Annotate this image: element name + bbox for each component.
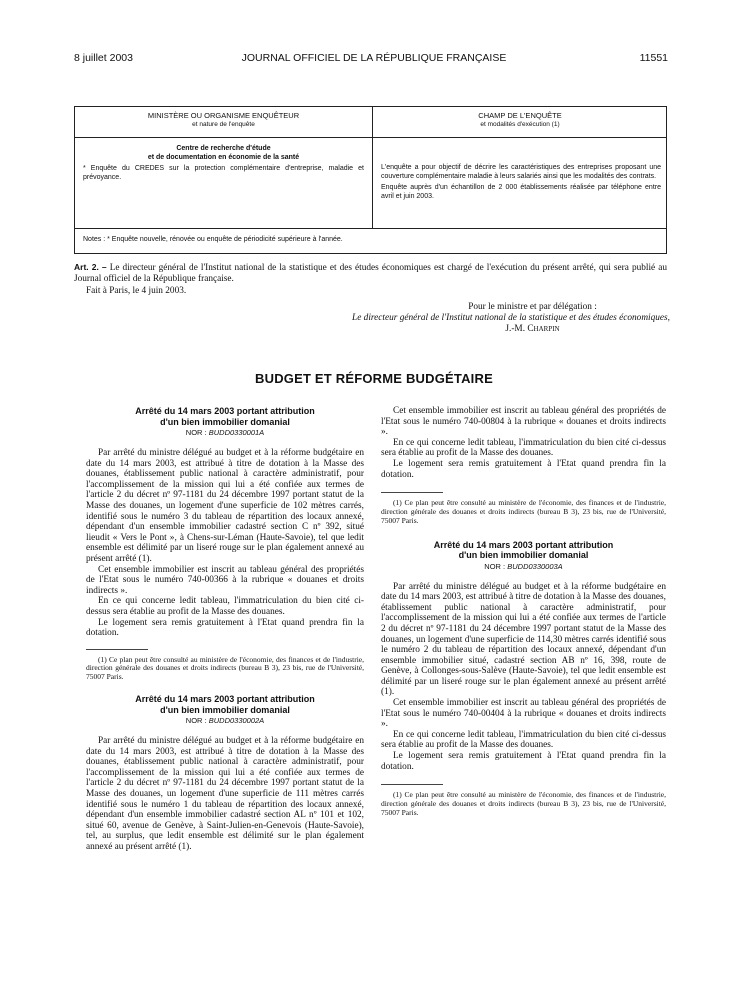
arrete-2-footnote: (1) Ce plan peut être consulté au ministère de l'économie, des finances et de l'industrie, direction générale des douanes et droits indirects (bureau B 3), 23 bis, rue de l'Université, 75007 Paris. — [381, 498, 666, 525]
signature: J.-M. Charpin — [505, 324, 560, 334]
section-title: BUDGET ET RÉFORME BUDGÉTAIRE — [255, 371, 493, 386]
directeur-title: Le directeur général de l'Institut national de la statistique et des études économiques, — [352, 313, 670, 323]
table-header-col1: MINISTÈRE OU ORGANISME ENQUÊTEUR et nature de l'enquête — [147, 111, 300, 128]
table-notes-divider — [75, 228, 666, 229]
arrete-2-nor: NOR : BUDD0330002A — [185, 716, 265, 726]
pour-le-ministre: Pour le ministre et par délégation : — [468, 302, 597, 312]
header-date: 8 juillet 2003 — [74, 52, 133, 64]
arrete-2-paragraph-2: Cet ensemble immobilier est inscrit au tableau général des propriétés de l'Etat sous le numéro 740-00804 à la rubrique « douanes et droits indirects ». — [381, 406, 666, 438]
arrete-1-nor: NOR : BUDD0330001A — [185, 428, 265, 437]
arrete-3-footnote: (1) Ce plan peut être consulté au ministère de l'économie, des finances et de l'industrie, direction générale des douanes et droits indirects (bureau B 3), 23 bis, rue de l'Université, 75007 Paris. — [381, 790, 666, 817]
table-header-divider — [75, 137, 666, 138]
article-2-label: Art. 2. – — [74, 262, 107, 272]
left-column — [86, 406, 364, 853]
fait-a-paris: Fait à Paris, le 4 juin 2003. — [86, 286, 187, 296]
table-cell-scope — [381, 163, 661, 201]
table-cell-organism — [83, 145, 364, 183]
scope-sample: Enquête auprès d'un échantillon de 2 000 établissements réalisée par téléphone entre avril et juin 2003. — [381, 183, 661, 200]
table-notes: Notes : * Enquête nouvelle, rénovée ou enquête de périodicité supérieure à l'année. — [83, 236, 343, 243]
arrete-1-title-line2: d'un bien immobilier domanial — [160, 416, 290, 427]
right-column — [381, 406, 666, 818]
arrete-3-paragraph-2: Cet ensemble immobilier est inscrit au tableau général des propriétés de l'Etat sous le numéro 740-00404 à la rubrique « douanes et droits indirects ». — [381, 698, 666, 730]
arrete-3-nor: NOR : BUDD0330003A — [484, 561, 563, 571]
organism-name-line1: Centre de recherche d'étude — [176, 145, 271, 152]
arrete-2-paragraph-1: Par arrêté du ministre délégué au budget et à la réforme budgétaire en date du 14 mars 2003, est attribué à titre de dotation à la Masse des douanes, établissement public national à caractère administratif, pour l'accomplissement de la mission qui lui a été confiée aux termes de l'article 2 du décret nº 97-1181 du 24 décembre 1997 portant statut de la Masse des douanes, un logement d'une superficie de 111 mètres carrés identifié sous le numéro 1 du tableau de répartition des locaux annexé, dépendant d'un ensemble immobilier cadastré section AL nº 101 et 102, situé 60, avenue de Genève, à Saint-Julien-en-Genevois (Haute-Savoie), tel, au surplus, que ledit ensemble est délimité sur le plan également annexé au présent arrêté (1). — [86, 736, 364, 853]
arrete-1-paragraph-1: Par arrêté du ministre délégué au budget et à la réforme budgétaire en date du 14 mars 2003, est attribué à titre de dotation à la Masse des douanes, établissement public national à caractère administratif, pour l'accomplissement de la mission qui lui a été confiée aux termes de l'article 2 du décret nº 97-1181 du 24 décembre 1997 portant statut de la Masse des douanes, un logement d'une superficie de 102 mètres carrés, identifié sous le numéro 3 du tableau de répartition des locaux annexé, dépendant d'un ensemble immobilier cadastré section C nº 392, situé lieudit « Vers le Pont », à Chens-sur-Léman (Haute-Savoie), tel que ledit ensemble est délimité par un liseré rouge sur le plan également annexé au présent arrêté (1). — [86, 448, 364, 564]
arrete-3-paragraph-3: En ce qui concerne ledit tableau, l'immatriculation du bien cité ci-dessus sera établie au profit de la Masse des douanes. — [381, 729, 666, 751]
arrete-2-paragraph-3: En ce qui concerne ledit tableau, l'immatriculation du bien cité ci-dessus sera établie au profit de la Masse des douanes. — [381, 437, 666, 459]
arrete-3-paragraph-4: Le logement sera remis gratuitement à l'Etat quand prendra fin la dotation. — [381, 751, 666, 772]
arrete-2-title-line1: Arrêté du 14 mars 2003 portant attribution — [135, 694, 315, 705]
header-page-number: 11551 — [639, 52, 668, 64]
arrete-1-paragraph-4: Le logement sera remis gratuitement à l'Etat quand prendra fin la dotation. — [86, 617, 364, 639]
article-2-text: Le directeur général de l'Institut national de la statistique et des études économiques est chargé de l'exécution du présent arrêté, qui sera publié au Journal officiel de la République française. — [74, 263, 668, 284]
arrete-1-title-line1: Arrêté du 14 mars 2003 portant attribution — [135, 406, 315, 416]
header-journal-title: JOURNAL OFFICIEL DE LA RÉPUBLIQUE FRANÇAISE — [241, 52, 507, 64]
organism-name-line2: et de documentation en économie de la santé — [147, 153, 300, 161]
arrete-1-footnote: (1) Ce plan peut être consulté au ministère de l'économie, des finances et de l'industrie, direction générale des douanes et droits indirects (bureau B 3), 23 bis, rue de l'Université, 75007 Paris. — [86, 654, 364, 682]
survey-table — [74, 106, 667, 254]
arrete-2-paragraph-4: Le logement sera remis gratuitement à l'Etat quand prendra fin la dotation. — [381, 458, 666, 480]
article-2 — [74, 262, 667, 284]
arrete-1-paragraph-3: En ce qui concerne ledit tableau, l'immatriculation du bien cité ci-dessus sera établie au profit de la Masse des douanes. — [86, 596, 364, 617]
scope-objective: L'enquête a pour objectif de décrire les caractéristiques des entreprises proposant une couverture complémentaire maladie à leurs salariés ainsi que les modalités des contrats. — [381, 164, 661, 181]
table-header-col2: CHAMP DE L'ENQUÊTE et modalités d'exécution (1) — [478, 111, 562, 128]
arrete-1-paragraph-2: Cet ensemble immobilier est inscrit au tableau général des propriétés de l'Etat sous le numéro 740-00366 à la rubrique « douanes et droits indirects ». — [86, 564, 364, 596]
arrete-2-title-line2: d'un bien immobilier domanial — [160, 704, 290, 715]
arrete-3-title-line1: Arrêté du 14 mars 2003 portant attribution — [433, 539, 614, 550]
arrete-3-title-line2: d'un bien immobilier domanial — [458, 550, 589, 561]
survey-nature: * Enquête du CREDES sur la protection complémentaire d'entreprise, maladie et prévoyance. — [83, 165, 364, 182]
arrete-3-paragraph-1: Par arrêté du ministre délégué au budget et à la réforme budgétaire en date du 14 mars 2003, est attribué à titre de dotation à la Masse des douanes, établissement public national à caractère administratif, pour l'accomplissement de la mission qui lui a été confiée aux termes de l'article 2 du décret nº 97-1181 du 24 décembre 1997 portant statut de la Masse des douanes, un logement d'une superficie de 114,30 mètres carrés identifié sous le numéro 2 du tableau de répartition des locaux annexé, dépendant d'un ensemble immobilier situé, cadastré section AB nº 16, 398, route de Genève, à Collonges-sous-Salève (Haute-Savoie), tel que ledit ensemble est délimité par un liseré rouge sur le plan également annexé au présent arrêté (1). — [381, 581, 666, 698]
